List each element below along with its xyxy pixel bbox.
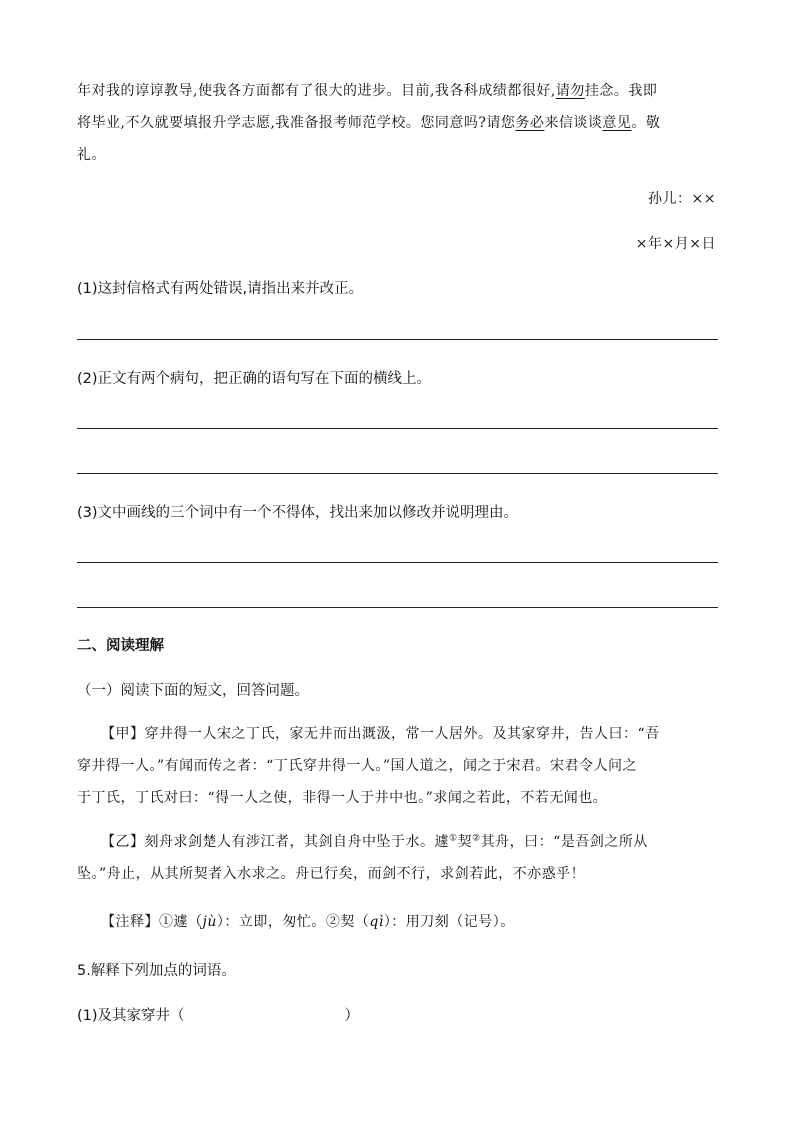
question-3: (3)文中画线的三个词中有一个不得体，找出来加以修改并说明理由。 xyxy=(77,505,519,521)
note-text: 【注释】①遽（ xyxy=(101,914,203,930)
item-label: (1)及其家穿井（ xyxy=(77,1008,185,1024)
passage-yi-line-1 xyxy=(101,831,648,851)
answer-line[interactable] xyxy=(77,473,718,474)
question-2: (2)正文有两个病句，把正确的语句写在下面的横线上。 xyxy=(77,371,432,387)
letter-text: 年对我的谆谆教导,使我各方面都有了很大的进步。目前,我各科成绩都很好, xyxy=(77,83,556,99)
note-text: ）：用刀刻（记号）。 xyxy=(383,914,515,930)
underlined-word: 请勿 xyxy=(555,83,585,99)
item-label: ） xyxy=(344,1008,360,1024)
passage-text: 【乙】刻舟求剑楚人有涉江者，其剑自舟中坠于水。遽 xyxy=(101,834,449,850)
letter-text: 将毕业,不久就要填报升学志愿,我准备报考师范学校。您同意吗?请您 xyxy=(77,115,516,131)
letter-line-1 xyxy=(77,80,657,100)
footnote-marker: ② xyxy=(472,833,481,844)
answer-line[interactable] xyxy=(77,607,718,608)
answer-line[interactable] xyxy=(77,428,718,429)
pinyin: qì xyxy=(369,914,384,930)
letter-text: 挂念。我即 xyxy=(584,83,658,99)
answer-line[interactable] xyxy=(77,562,718,563)
passage-jia-line-3: 于丁氏，丁氏对曰：“得一人之使，非得一人于井中也。”求闻之若此，不若无闻也。 xyxy=(77,790,608,806)
letter-line-3: 礼。 xyxy=(77,147,106,163)
question-5-title: 5.解释下列加点的词语。 xyxy=(77,963,236,979)
letter-text: 。敬 xyxy=(631,115,661,131)
letter-line-2 xyxy=(77,112,660,132)
question-1: (1)这封信格式有两处错误,请指出来并改正。 xyxy=(77,281,364,297)
letter-text: 来信谈谈 xyxy=(544,115,603,131)
passage-yi-line-2: 坠。”舟止，从其所契者入水求之。舟已行矣，而剑不行，求剑若此，不亦惑乎！ xyxy=(77,866,586,882)
letter-date: ×年×月×日 xyxy=(635,236,716,252)
answer-line[interactable] xyxy=(77,339,718,340)
section-heading: 二、阅读理解 xyxy=(77,638,164,654)
passage-jia-line-1: 【甲】穿井得一人宋之丁氏，家无井而出溉汲，常一人居外。及其家穿井，告人曰：“吾 xyxy=(101,726,660,742)
footnote-marker: ① xyxy=(449,833,458,844)
passage-text: 其舟，曰：“是吾剑之所从 xyxy=(480,834,648,850)
passage-jia-line-2: 穿井得一人。”有闻而传之者：“丁氏穿井得一人。”国人道之，闻之于宋君。宋君令人问之 xyxy=(77,758,637,774)
question-5-item-1 xyxy=(77,1004,359,1025)
passage-text: 契 xyxy=(457,834,473,850)
letter-signature: 孙儿：×× xyxy=(648,191,716,207)
pinyin: jù xyxy=(202,914,217,930)
underlined-word: 务必 xyxy=(515,115,545,131)
note-text: ）：立即，匆忙。②契（ xyxy=(216,914,370,930)
section-subheading: （一）阅读下面的短文，回答问题。 xyxy=(77,683,309,699)
underlined-word: 意见 xyxy=(602,115,632,131)
annotation-note xyxy=(101,911,515,931)
